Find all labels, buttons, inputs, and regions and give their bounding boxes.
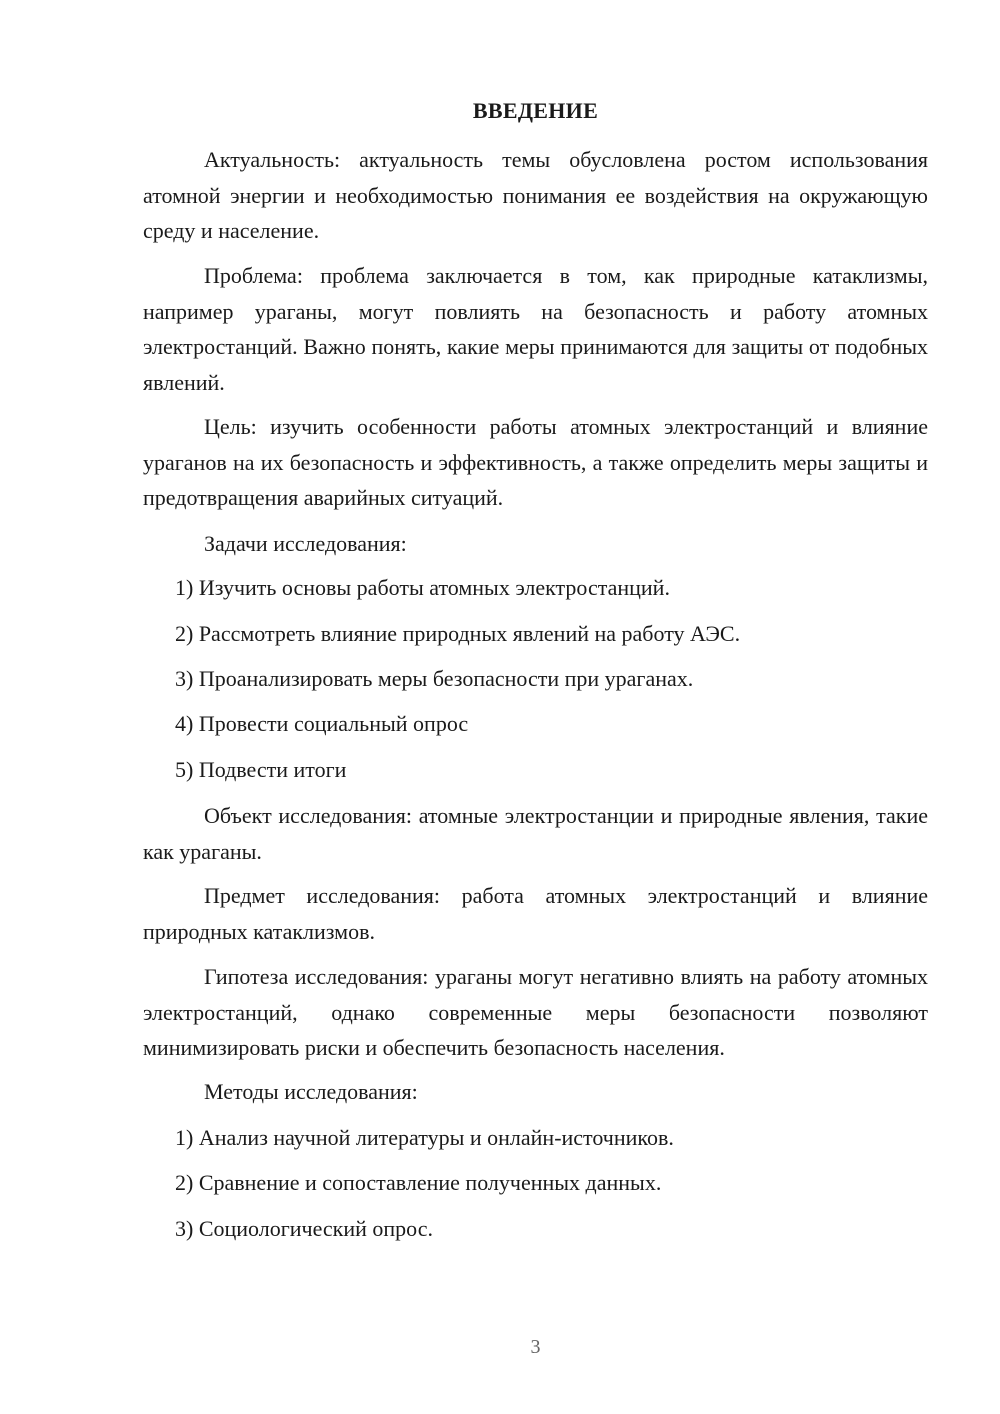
- page-number: 3: [530, 1336, 541, 1358]
- method-item: 1) Анализ научной литературы и онлайн-источников.: [175, 1125, 674, 1150]
- methods-heading: Методы исследования:: [204, 1079, 418, 1104]
- problem-paragraph: Проблема: проблема заключается в том, как природные катаклизмы, например ураганы, могут повлиять на безопасность и работу атомных электростанций. Важно понять, какие меры принимаются для защиты от подобных явлений.: [143, 263, 928, 395]
- task-item: 5) Подвести итоги: [175, 757, 347, 782]
- tasks-heading: Задачи исследования:: [204, 531, 407, 556]
- method-item: 3) Социологический опрос.: [175, 1216, 433, 1241]
- task-item: 3) Проанализировать меры безопасности при ураганах.: [175, 666, 694, 691]
- page-title: ВВЕДЕНИЕ: [472, 98, 599, 123]
- object-paragraph: Объект исследования: атомные электростанции и природные явления, такие как ураганы.: [143, 803, 928, 864]
- hypothesis-paragraph: Гипотеза исследования: ураганы могут негативно влиять на работу атомных электростанций, однако современные меры безопасности позволяют минимизировать риски и обеспечить безопасность населения.: [143, 964, 928, 1060]
- goal-paragraph: Цель: изучить особенности работы атомных электростанций и влияние ураганов на их безопасность и эффективность, а также определить меры защиты и предотвращения аварийных ситуаций.: [143, 414, 928, 510]
- task-item: 2) Рассмотреть влияние природных явлений на работу АЭС.: [175, 621, 741, 646]
- document-page: [143, 0, 928, 1414]
- subject-paragraph: Предмет исследования: работа атомных электростанций и влияние природных катаклизмов.: [143, 883, 928, 944]
- task-item: 4) Провести социальный опрос: [175, 711, 469, 736]
- task-item: 1) Изучить основы работы атомных электростанций.: [175, 575, 670, 600]
- method-item: 2) Сравнение и сопоставление полученных данных.: [175, 1170, 662, 1195]
- relevance-paragraph: Актуальность: актуальность темы обусловлена ростом использования атомной энергии и необходимостью понимания ее воздействия на окружающую среду и население.: [143, 147, 928, 243]
